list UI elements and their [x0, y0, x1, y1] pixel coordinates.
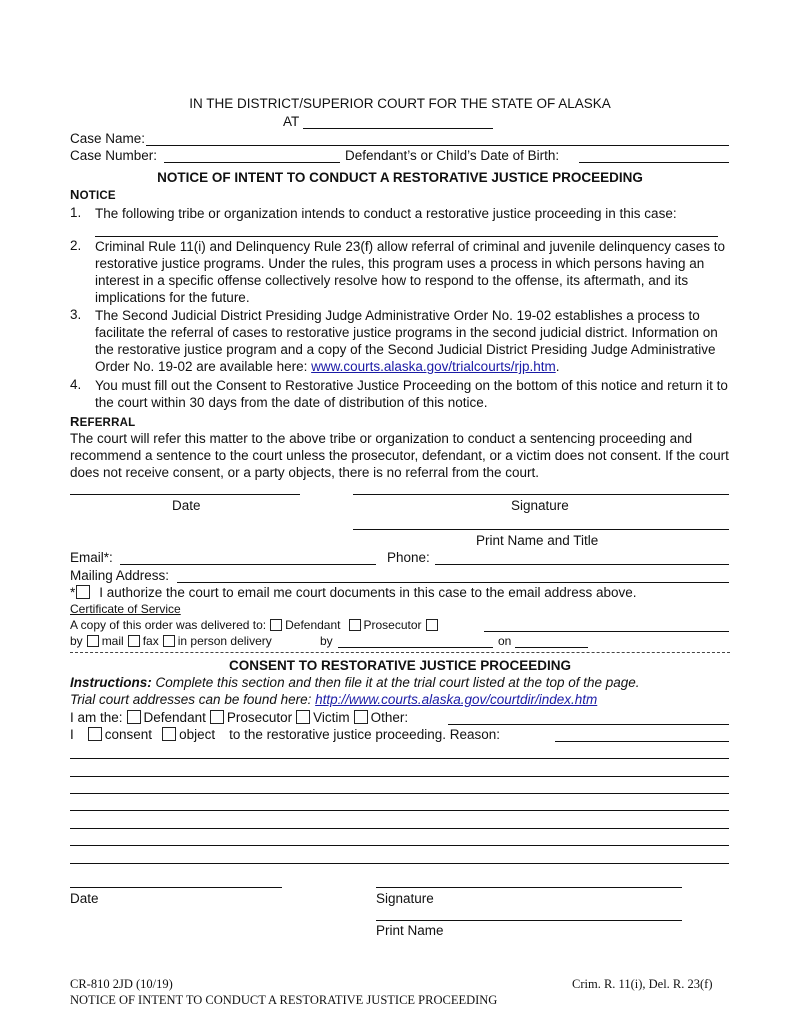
cert-defendant-label: Defendant — [285, 618, 341, 632]
rjp-link[interactable]: www.courts.alaska.gov/trialcourts/rjp.htm — [311, 359, 556, 374]
delivered-on-field[interactable] — [515, 647, 588, 648]
reason-line[interactable] — [70, 828, 729, 829]
date-field[interactable] — [70, 494, 300, 495]
by-label: by — [70, 634, 83, 648]
cert-defendant-checkbox[interactable] — [270, 619, 282, 631]
notice-item-3-text: The Second Judicial District Presiding Judge Administrative Order No. 19-02 establishes a process to facilitate the referral of cases to restorative justice programs in the second judicial district. Information on the restorative justice program and a copy of the Second Judicial District Presiding Judge Administrative Order No. 19-02 are available here: — [95, 308, 718, 374]
rule-reference: Crim. R. 11(i), Del. R. 23(f) — [572, 977, 713, 991]
notice-item-1: The following tribe or organization intends to conduct a restorative justice proceeding in this case: — [95, 206, 677, 221]
addresses-text: Trial court addresses can be found here: — [70, 692, 316, 707]
reason-line[interactable] — [70, 863, 729, 864]
in-person-label: in person delivery — [177, 634, 272, 648]
certificate-method-line — [70, 634, 272, 648]
date-label: Date — [172, 498, 201, 513]
iam-prosecutor-checkbox[interactable] — [210, 710, 224, 724]
consent-title: CONSENT TO RESTORATIVE JUSTICE PROCEEDING — [228, 658, 572, 673]
mail-label: mail — [101, 634, 124, 648]
referral-text: The court will refer this matter to the above tribe or organization to conduct a sentencing proceeding and recommend a sentence to the court unless the prosecutor, defendant, or a victim does not consent. If the court does not receive consent, or a party objects, there is no referral from the court. — [70, 431, 729, 480]
signature-label: Signature — [511, 498, 569, 513]
tribe-organization-field[interactable] — [95, 236, 718, 237]
certificate-title: Certificate of Service — [70, 602, 181, 616]
consent-signature-field[interactable] — [376, 887, 682, 888]
consent-choice-line — [70, 727, 500, 742]
email-field[interactable] — [120, 564, 376, 565]
delivered-by-field[interactable] — [338, 647, 493, 648]
cert-prosecutor-checkbox[interactable] — [349, 619, 361, 631]
item-number: 4. — [70, 377, 82, 392]
fax-checkbox[interactable] — [128, 635, 140, 647]
consent-date-label: Date — [70, 891, 99, 906]
notice-item-3-after: . — [555, 359, 560, 374]
iam-victim-label: Victim — [313, 710, 350, 725]
email-auth-text: I authorize the court to email me court documents in this case to the email address above. — [99, 585, 637, 600]
iam-defendant-checkbox[interactable] — [127, 710, 141, 724]
reason-line[interactable] — [70, 793, 729, 794]
notice-item-4: You must fill out the Consent to Restorative Justice Proceeding on the bottom of this notice and return it to the court within 30 days from the date of distribution of this notice. — [95, 378, 728, 410]
mail-checkbox[interactable] — [87, 635, 99, 647]
in-person-checkbox[interactable] — [163, 635, 175, 647]
case-number-label: Case Number: — [70, 148, 158, 163]
mailing-address-label: Mailing Address: — [70, 568, 170, 583]
i-label: I — [70, 727, 74, 742]
cert-prosecutor-label: Prosecutor — [363, 618, 422, 632]
phone-field[interactable] — [435, 564, 729, 565]
email-authorization — [70, 585, 637, 600]
iam-defendant-label: Defendant — [143, 710, 206, 725]
notice-heading: NOTICE — [70, 187, 116, 202]
court-title: IN THE DISTRICT/SUPERIOR COURT FOR THE STATE OF ALASKA — [189, 96, 611, 111]
consent-signature-label: Signature — [376, 891, 434, 906]
reason-line[interactable] — [70, 810, 729, 811]
at-field[interactable] — [303, 128, 493, 129]
consent-print-name-field[interactable] — [376, 920, 682, 921]
cert-other-checkbox[interactable] — [426, 619, 438, 631]
form-code: CR-810 2JD (10/19) — [70, 977, 173, 991]
iam-label: I am the: — [70, 710, 123, 725]
iam-other-checkbox[interactable] — [354, 710, 368, 724]
phone-label: Phone: — [387, 550, 430, 565]
print-name-title-field[interactable] — [353, 529, 729, 530]
case-number-field[interactable] — [164, 162, 340, 163]
by2-label: by — [320, 634, 333, 648]
item-number: 3. — [70, 307, 82, 322]
dob-field[interactable] — [579, 162, 729, 163]
form-title: NOTICE OF INTENT TO CONDUCT A RESTORATIVE JUSTICE PROCEEDING — [70, 993, 498, 1007]
email-label: Email*: — [70, 550, 113, 565]
consent-date-field[interactable] — [70, 887, 282, 888]
print-name-title-label: Print Name and Title — [476, 533, 599, 548]
consent-print-name-label: Print Name — [376, 923, 444, 938]
instructions-text: Complete this section and then file it at the trial court listed at the top of the page. — [151, 675, 640, 690]
object-label: object — [179, 727, 216, 742]
item-number: 2. — [70, 238, 82, 253]
signature-field[interactable] — [353, 494, 729, 495]
cut-line — [70, 652, 730, 653]
instructions-label: Instructions: — [70, 675, 152, 690]
referral-heading: REFERRAL — [70, 414, 136, 429]
iam-other-label: Other: — [370, 710, 409, 725]
delivered-to-label: A copy of this order was delivered to: — [70, 618, 267, 632]
courtdir-link[interactable]: http://www.courts.alaska.gov/courtdir/index.htm — [315, 692, 598, 707]
reason-line[interactable] — [70, 776, 729, 777]
case-name-field[interactable] — [146, 145, 729, 146]
certificate-delivered-line — [70, 618, 441, 632]
iam-other-field[interactable] — [448, 724, 729, 725]
email-auth-star: * — [70, 585, 76, 600]
at-label: AT — [283, 114, 300, 129]
notice-item-3 — [95, 307, 735, 375]
cert-other-field[interactable] — [484, 631, 729, 632]
consent-addresses — [70, 692, 597, 707]
case-name-label: Case Name: — [70, 131, 146, 146]
object-checkbox[interactable] — [162, 727, 176, 741]
reason-field[interactable] — [555, 741, 729, 742]
iam-prosecutor-label: Prosecutor — [226, 710, 293, 725]
consent-instructions — [70, 675, 640, 690]
mailing-address-field[interactable] — [177, 582, 729, 583]
fax-label: fax — [142, 634, 159, 648]
notice-title: NOTICE OF INTENT TO CONDUCT A RESTORATIVE JUSTICE PROCEEDING — [157, 170, 643, 185]
consent-label: consent — [104, 727, 153, 742]
consent-checkbox[interactable] — [88, 727, 102, 741]
item-number: 1. — [70, 205, 82, 220]
email-auth-checkbox[interactable] — [76, 585, 90, 599]
reason-text: to the restorative justice proceeding. Reason: — [229, 727, 500, 742]
iam-victim-checkbox[interactable] — [296, 710, 310, 724]
dob-label: Defendant’s or Child’s Date of Birth: — [345, 148, 560, 163]
reason-line[interactable] — [70, 758, 729, 759]
reason-line[interactable] — [70, 845, 729, 846]
notice-item-2: Criminal Rule 11(i) and Delinquency Rule 23(f) allow referral of criminal and juvenile delinquency cases to restorative justice programs. Under the rules, this program uses a process in which persons having an interest in a specific offense collectively resolve how to respond to the offense, its aftermath, and its implications for the future. — [95, 239, 726, 305]
on-label: on — [498, 634, 512, 648]
iam-line — [70, 710, 408, 725]
